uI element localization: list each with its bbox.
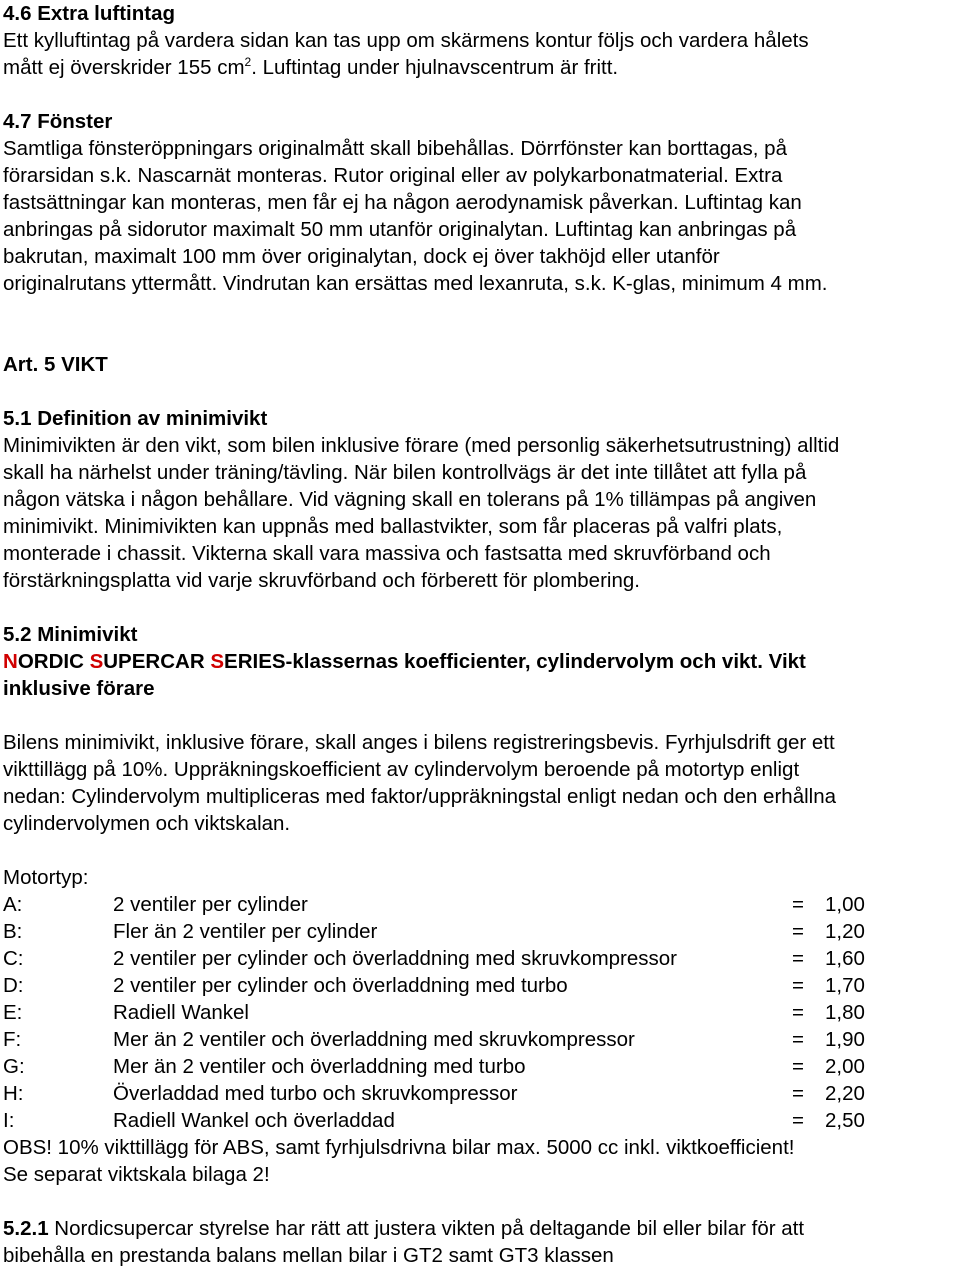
motor-type-equals: = [792,1082,804,1105]
motor-type-desc: Fler än 2 ventiler per cylinder [113,920,378,943]
section-4-6-line: mått ej överskrider 155 $cm^2$. Luftintag under hjulnavscentrum är fritt. [3,55,619,79]
motor-type-equals: = [792,974,804,997]
motor-type-factor: 1,00 [825,893,865,916]
section-5-1-line: förstärkningsplatta vid varje skruvförband och förberett för plombering. [3,569,640,592]
motor-type-factor: 1,90 [825,1028,865,1051]
motor-type-desc: 2 ventiler per cylinder och överladdning med skruvkompressor [113,947,678,970]
obs-line: OBS! 10% vikttillägg för ABS, samt fyrhjulsdrivna bilar max. 5000 cc inkl. viktkoefficient! [3,1136,795,1159]
section-5-2-title-line2: inklusive förare [3,677,155,700]
motor-type-table [3,891,960,1134]
motor-type-row [3,918,960,945]
section-4-6-line: Ett kylluftintag på vardera sidan kan tas upp om skärmens kontur följs och vardera hålets [3,29,809,52]
motor-type-equals: = [792,1055,804,1078]
motor-type-desc: Radiell Wankel [113,1001,249,1024]
section-5-2-1-number: 5.2.1 [3,1217,49,1240]
motor-type-equals: = [792,1109,804,1132]
motor-type-desc: Mer än 2 ventiler och överladdning med turbo [113,1055,526,1078]
section-4-7-line: anbringas på sidorutor maximalt 50 mm utanför originalytan. Luftintag kan anbringas på [3,218,797,241]
motor-type-key: B: [3,920,23,943]
section-5-2-1: 5.2.1 Nordicsupercar styrelse har rätt att justera vikten på deltagande bil eller bilar för att [3,1217,805,1240]
motor-type-row [3,1107,960,1134]
motor-type-row [3,999,960,1026]
document-page [3,0,960,1269]
section-5-1-line: Minimivikten är den vikt, som bilen inklusive förare (med personlig säkerhetsutrustning) alltid [3,434,840,457]
motor-type-key: A: [3,893,23,916]
motor-type-key: G: [3,1055,25,1078]
section-4-7-line: fastsättningar kan monteras, men får ej ha någon aerodynamisk påverkan. Luftintag kan [3,191,802,214]
section-5-1-heading: 5.1 Definition av minimivikt [3,407,268,430]
motor-type-factor: 1,20 [825,920,865,943]
motor-type-equals: = [792,893,804,916]
section-4-7-line: förarsidan s.k. Nascarnät monteras. Rutor original eller av polykarbonatmaterial. Extra [3,164,783,187]
section-5-2-heading: 5.2 Minimivikt [3,623,138,646]
motor-type-factor: 1,80 [825,1001,865,1024]
section-5-2-line: cylindervolymen och viktskalan. [3,812,291,835]
motor-type-desc: Överladdad med turbo och skruvkompressor [113,1082,518,1105]
motor-type-desc: 2 ventiler per cylinder [113,893,308,916]
section-5-1-line: minimivikt. Minimivikten kan uppnås med ballastvikter, som får placeras på valfri plats, [3,515,783,538]
motor-type-key: C: [3,947,24,970]
motor-type-row [3,891,960,918]
section-5-2-1-line2: bibehålla en prestanda balans mellan bilar i GT2 samt GT3 klassen [3,1244,614,1267]
section-4-6-heading: 4.6 Extra luftintag [3,2,176,25]
section-5-2-line: vikttillägg på 10%. Uppräkningskoefficient av cylindervolym beroende på motortyp enligt [3,758,800,781]
motor-type-key: D: [3,974,24,997]
motor-type-row [3,1080,960,1107]
section-5-2-title: NORDIC SUPERCAR SERIES-klassernas koefficienter, cylindervolym och vikt. Vikt [3,650,806,673]
section-4-7-line: originalrutans yttermått. Vindrutan kan ersättas med lexanruta, s.k. K-glas, minimum 4 mm. [3,272,828,295]
motor-type-row [3,945,960,972]
obs-line: Se separat viktskala bilaga 2! [3,1163,270,1186]
motor-type-factor: 2,50 [825,1109,865,1132]
motor-type-key: E: [3,1001,23,1024]
section-5-1-line: någon vätska i någon behållare. Vid vägning skall en tolerans på 1% tillämpas på angiven [3,488,817,511]
motor-type-factor: 1,70 [825,974,865,997]
section-5-1-line: skall ha närhelst under träning/tävling. När bilen kontrollvägs är det inte tillåtet att fylla på [3,461,807,484]
article-5-heading: Art. 5 VIKT [3,353,108,376]
motortyp-label: Motortyp: [3,866,89,889]
motor-type-factor: 2,00 [825,1055,865,1078]
section-4-7-heading: 4.7 Fönster [3,110,113,133]
motor-type-key: I: [3,1109,15,1132]
motor-type-row [3,1026,960,1053]
motor-type-key: H: [3,1082,24,1105]
motor-type-factor: 1,60 [825,947,865,970]
motor-type-equals: = [792,920,804,943]
section-4-7-line: bakrutan, maximalt 100 mm över originalytan, dock ej över takhöjd eller utanför [3,245,720,268]
superscript: 2 [244,55,252,69]
motor-type-equals: = [792,1001,804,1024]
motor-type-desc: Mer än 2 ventiler och överladdning med skruvkompressor [113,1028,635,1051]
section-5-2-line: Bilens minimivikt, inklusive förare, skall anges i bilens registreringsbevis. Fyrhjulsdrift ger ett [3,731,835,754]
motor-type-equals: = [792,947,804,970]
motor-type-desc: Radiell Wankel och överladdad [113,1109,395,1132]
section-4-7-line: Samtliga fönsteröppningars originalmått skall bibehållas. Dörrfönster kan borttagas, på [3,137,787,160]
motor-type-row [3,1053,960,1080]
section-5-2-line: nedan: Cylindervolym multipliceras med faktor/uppräkningstal enligt nedan och den erhållna [3,785,837,808]
motor-type-desc: 2 ventiler per cylinder och överladdning med turbo [113,974,568,997]
section-5-1-line: monterade i chassit. Vikterna skall vara massiva och fastsatta med skruvförband och [3,542,771,565]
motor-type-equals: = [792,1028,804,1051]
motor-type-row [3,972,960,999]
motor-type-key: F: [3,1028,22,1051]
motor-type-factor: 2,20 [825,1082,865,1105]
